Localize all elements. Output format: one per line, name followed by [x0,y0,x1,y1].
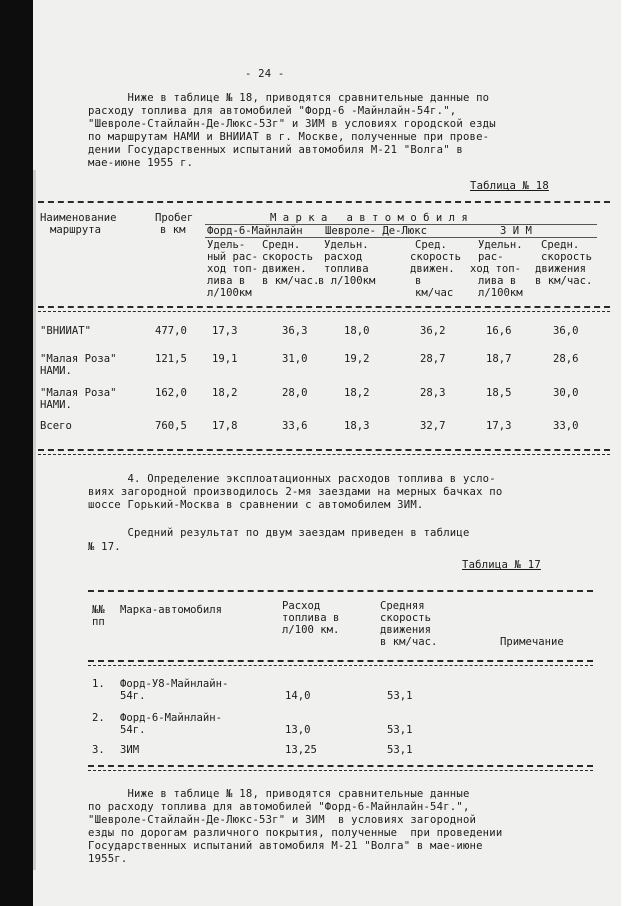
head-note: Примечание [500,636,564,648]
cell-route: НАМИ. [40,365,72,377]
page-fold-shadow [33,170,36,870]
closing-line: 1955г. [88,853,128,865]
intro-line: Ниже в таблице № 18, приводятся сравнительные данные по [88,92,490,104]
cell-speed: 53,1 [387,724,413,736]
brand-header: М а р к а а в т о м о б и л я [270,212,468,224]
intro-line: мае-июне 1955 г. [88,157,194,169]
cell-zim-fuel: 16,6 [486,325,512,337]
head-line: Средн. [541,239,580,251]
section4-line: шоссе Горький-Москва в сравнении с автомобилем ЗИМ. [88,499,424,511]
table17-top-rule [88,590,593,592]
cell-zim-fuel: 18,7 [486,353,512,365]
head-line: в км/час. [535,275,593,287]
cell-mileage: 760,5 [155,420,187,432]
table18-header-rule-2 [38,311,610,312]
cell-ford-speed: 36,3 [282,325,308,337]
cell-speed: 53,1 [387,690,413,702]
brand-sub-underline [205,237,597,238]
head-speed: Средняя [380,600,425,612]
head-line: скорость [410,251,462,263]
head-line: Удельн. [478,239,523,251]
cell-route: "Малая Роза" [40,353,117,365]
cell-num: 2. [92,712,105,724]
head-mileage: в км [160,224,186,236]
cell-zim-fuel: 18,5 [486,387,512,399]
table17-header-rule [88,660,593,662]
cell-chev-fuel: 18,3 [344,420,370,432]
closing-line: Государственных испытаний автомобиля М-21 "Волга" в мае-июне [88,840,483,852]
cell-zim-speed: 30,0 [553,387,579,399]
table18-bottom-rule-2 [38,454,610,455]
head-line: Сред. [415,239,447,251]
cell-chev-speed: 28,3 [420,387,446,399]
table17-caption: Таблица № 17 [462,559,541,571]
cell-num: 1. [92,678,105,690]
intro-line: расходу топлива для автомобилей "Форд-6 -Майнлайн-54г.", [88,105,457,117]
cell-zim-fuel: 17,3 [486,420,512,432]
intro-line: по маршрутам НАМИ и ВНИИАТ в г. Москве, полученные при прове- [88,131,490,143]
cell-ford-fuel: 18,2 [212,387,238,399]
page-number: - 24 - [245,68,285,80]
head-speed: в км/час. [380,636,438,648]
head-line: движен. [262,263,307,275]
cell-chev-speed: 32,7 [420,420,446,432]
head-brand: Марка-автомобиля [120,604,223,616]
head-line: Удель- [207,239,246,251]
brand-chevrolet: Шевроле- Де-Люкс [325,225,428,237]
head-line: движения [535,263,587,275]
cell-fuel: 13,0 [285,724,311,736]
dark-binding-edge [0,0,33,906]
cell-chev-fuel: 19,2 [344,353,370,365]
cell-mileage: 121,5 [155,353,187,365]
head-mileage: Пробег [155,212,194,224]
cell-route: "Малая Роза" [40,387,117,399]
cell-fuel: 14,0 [285,690,311,702]
table18-bottom-rule [38,449,610,451]
cell-zim-speed: 33,0 [553,420,579,432]
head-line: топлива [324,263,369,275]
head-line: скорость [541,251,593,263]
cell-ford-fuel: 17,3 [212,325,238,337]
head-fuel: Расход [282,600,321,612]
cell-ford-fuel: 17,8 [212,420,238,432]
cell-ford-speed: 28,0 [282,387,308,399]
cell-zim-speed: 36,0 [553,325,579,337]
cell-ford-speed: 31,0 [282,353,308,365]
table17-bottom-rule-2 [88,770,593,771]
cell-mileage: 477,0 [155,325,187,337]
cell-route: НАМИ. [40,399,72,411]
section4-line: виях загородной производилось 2-мя заездами на мерных бачках по [88,486,503,498]
closing-line: езды по дорогам различного покрытия, полученные при проведении [88,827,503,839]
cell-mileage: 162,0 [155,387,187,399]
head-num: №№ [92,604,105,616]
head-line: л/100км [478,287,523,299]
cell-ford-fuel: 19,1 [212,353,238,365]
head-speed: движения [380,624,432,636]
cell-brand: Форд-6-Майнлайн- [120,712,223,724]
table18-top-rule [38,201,610,203]
result-line: № 17. [88,541,121,553]
cell-route: Всего [40,420,72,432]
table18-caption: Таблица № 18 [470,180,549,192]
head-line: расход [324,251,363,263]
cell-brand: 54г. [120,690,146,702]
head-line: в л/100км [318,275,376,287]
closing-line: "Шевроле-Стайлайн-Де-Люкс-53г" и ЗИМ в условиях загородной [88,814,477,826]
closing-line: по расходу топлива для автомобилей "Форд-6-Майнлайн-54г.", [88,801,470,813]
cell-brand: ЗИМ [120,744,140,756]
head-fuel: топлива в [282,612,340,624]
head-line: л/100км [207,287,252,299]
head-route: маршрута [50,224,102,236]
table18-header-rule [38,306,610,308]
head-line: рас- [478,251,504,263]
brand-ford: Форд-6-Майнлайн [207,225,303,237]
head-line: скорость [262,251,314,263]
cell-ford-speed: 33,6 [282,420,308,432]
head-line: ный рас- [207,251,259,263]
head-line: лива в [478,275,517,287]
head-speed: скорость [380,612,432,624]
cell-brand: 54г. [120,724,146,736]
closing-line: Ниже в таблице № 18, приводятся сравнительные данные [88,788,470,800]
cell-num: 3. [92,744,105,756]
cell-zim-speed: 28,6 [553,353,579,365]
brand-zim: З И М [500,225,532,237]
head-line: Средн. [262,239,301,251]
head-line: Удельн. [324,239,369,251]
head-num: пп [92,616,105,628]
cell-brand: Форд-У8-Майнлайн- [120,678,229,690]
table17-bottom-rule [88,765,593,767]
cell-chev-speed: 28,7 [420,353,446,365]
cell-chev-speed: 36,2 [420,325,446,337]
table17-header-rule-2 [88,665,593,666]
head-route: Наименование [40,212,117,224]
head-line: в [415,275,422,287]
head-line: движен. [410,263,455,275]
intro-line: "Шевроле-Стайлайн-Де-Люкс-53г" и ЗИМ в условиях городской езды [88,118,496,130]
intro-line: дении Государственных испытаний автомобиля М-21 "Волга" в [88,144,463,156]
result-line: Средний результат по двум заездам приведен в таблице [88,527,470,539]
head-line: лива в [207,275,246,287]
cell-speed: 53,1 [387,744,413,756]
cell-route: "ВНИИАТ" [40,325,92,337]
cell-chev-fuel: 18,0 [344,325,370,337]
section4-line: 4. Определение эксплоатационных расходов топлива в усло- [88,473,496,485]
head-line: ход топ- [470,263,522,275]
head-line: км/час [415,287,454,299]
cell-fuel: 13,25 [285,744,317,756]
cell-chev-fuel: 18,2 [344,387,370,399]
head-line: в км/час. [262,275,320,287]
head-fuel: л/100 км. [282,624,340,636]
head-line: ход топ- [207,263,259,275]
